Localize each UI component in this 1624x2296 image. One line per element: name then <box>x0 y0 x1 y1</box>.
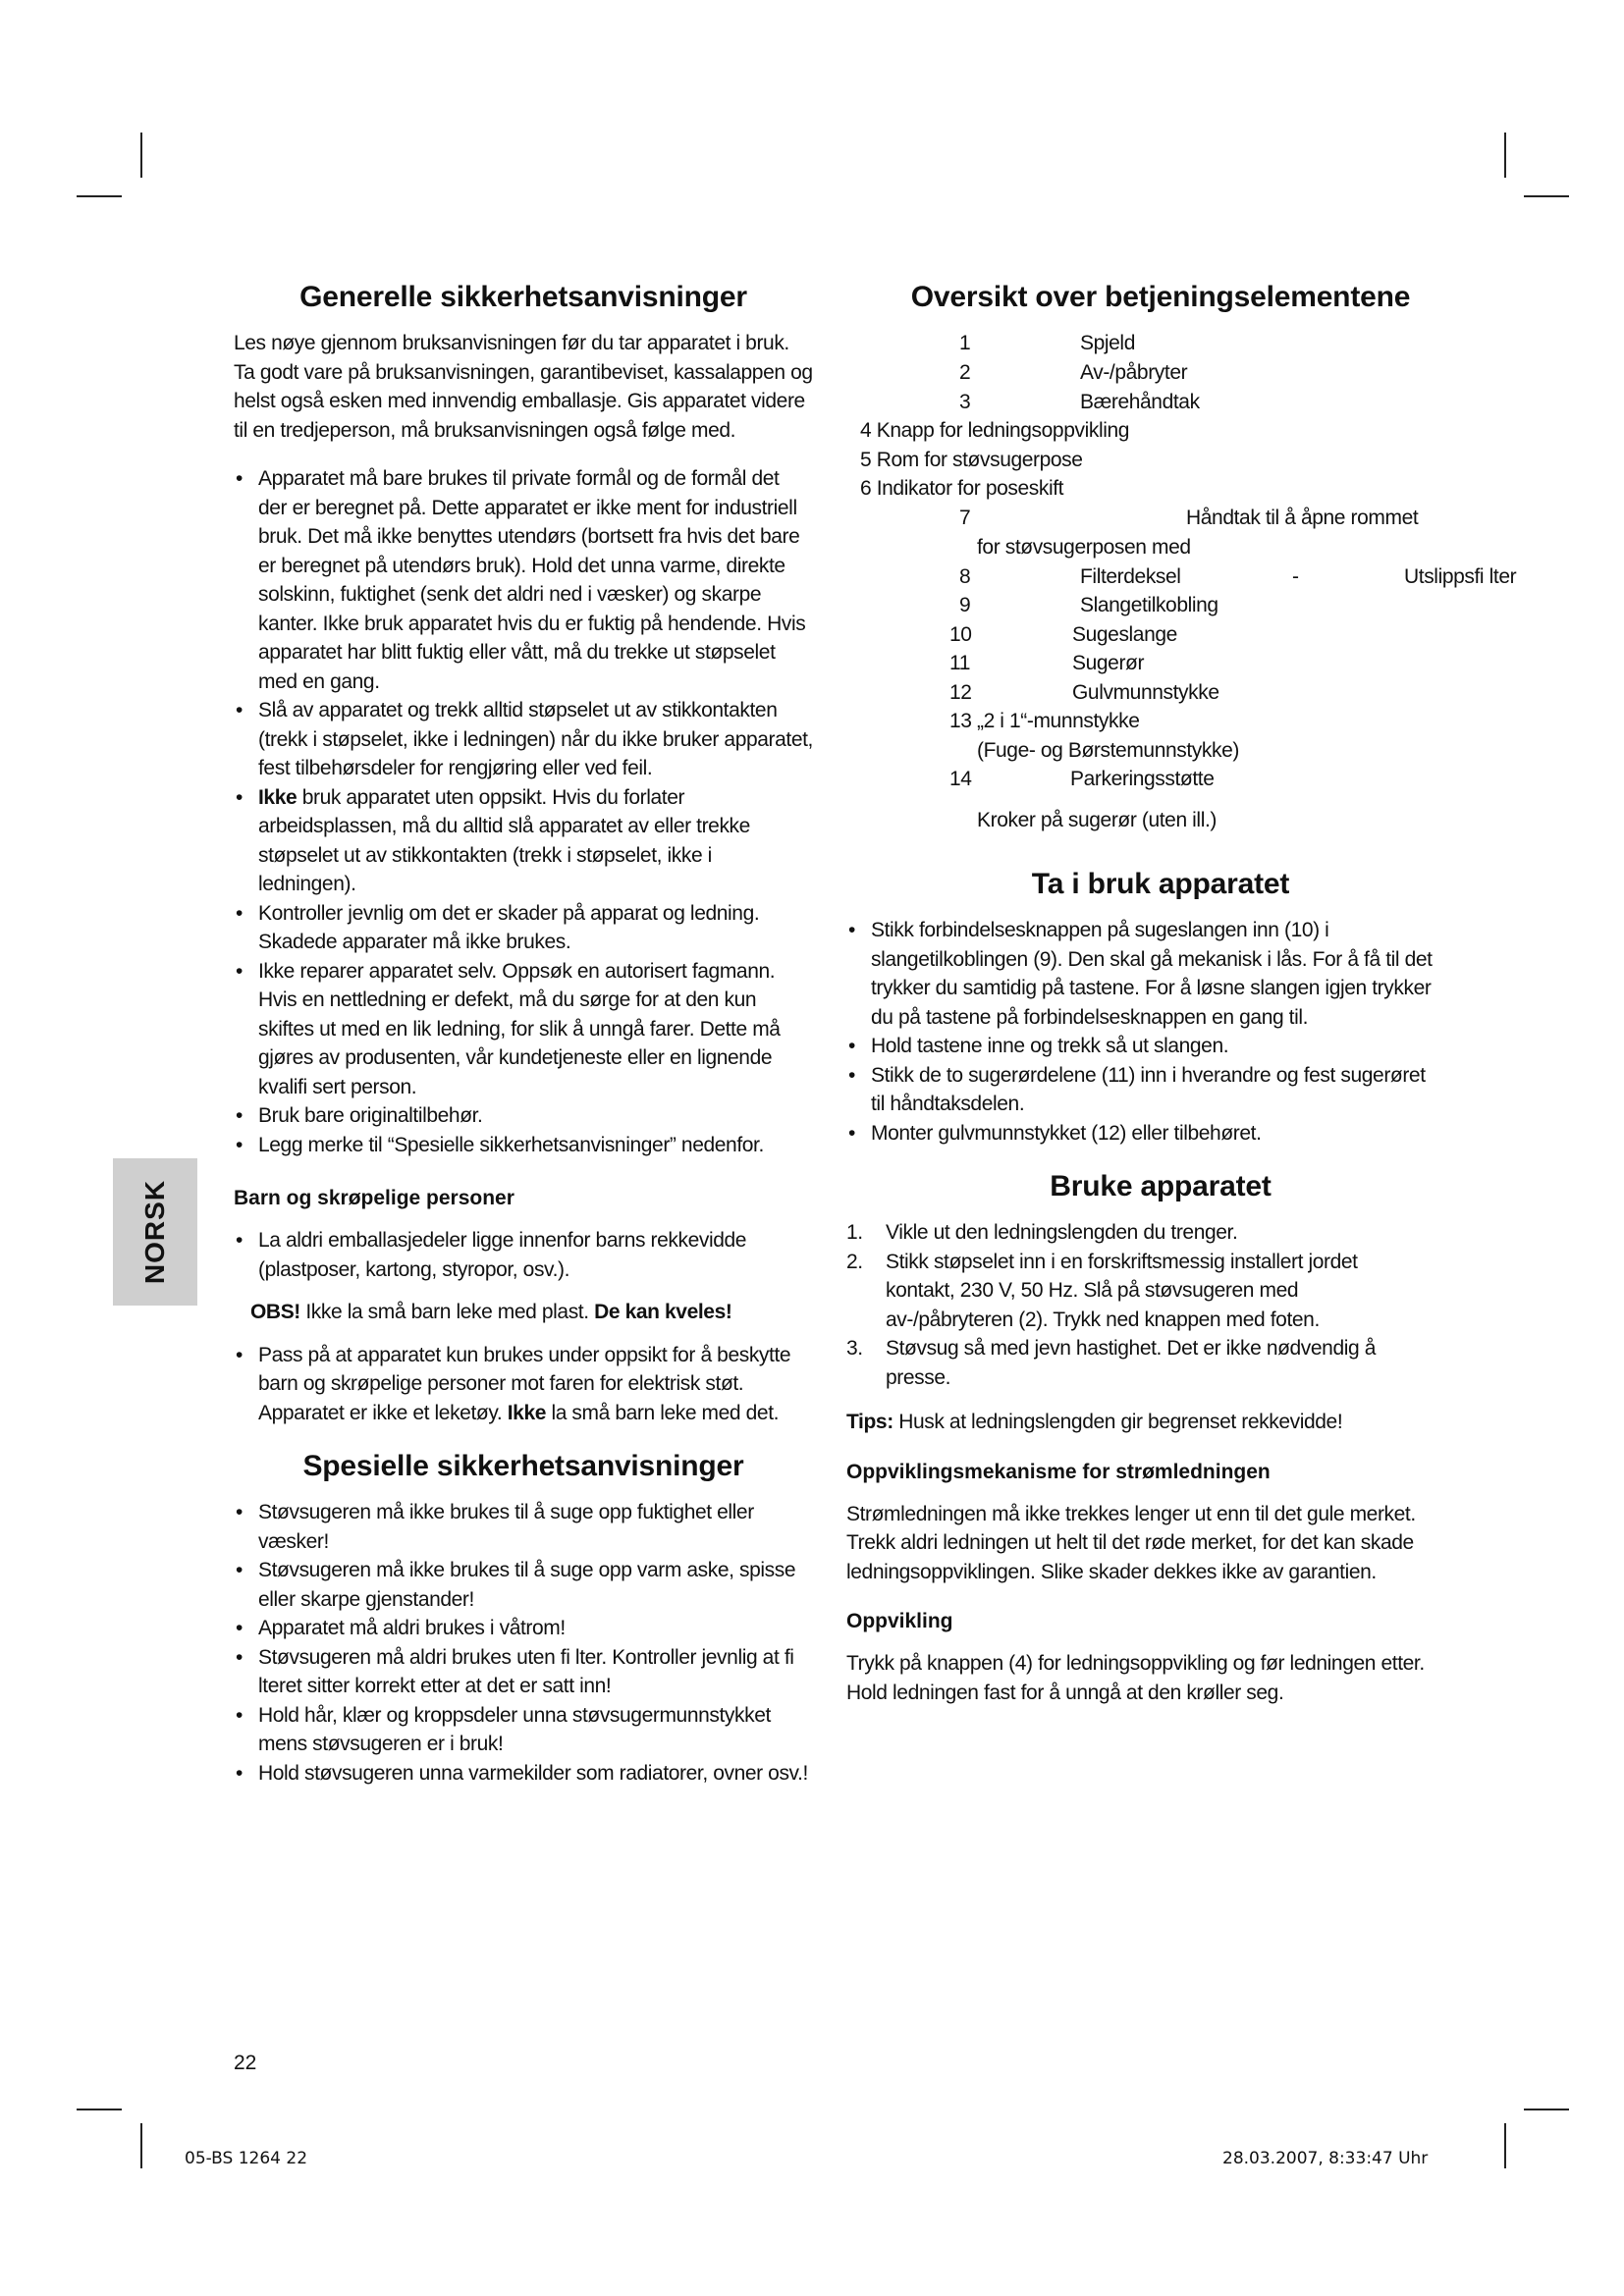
bullet-bold: Ikke <box>507 1401 547 1424</box>
item-label: Slangetilkobling <box>1080 594 1218 616</box>
start-heading: Ta i bruk apparatet <box>1031 868 1290 900</box>
obs-text: Ikke la små barn leke med plast. <box>299 1301 595 1323</box>
crop-mark <box>140 133 142 178</box>
page-number: 22 <box>234 2052 257 2074</box>
crop-mark <box>1524 195 1569 197</box>
general-safety-heading: Generelle sikkerhetsanvisninger <box>299 281 747 313</box>
item-label: Sugerør <box>1072 652 1145 674</box>
rewind-mech-text: Strømledningen må ikke trekkes lenger ut enn til det gule merket. Trekk aldri ledningen ut helt til det røde merket, for det kan skade ledningsoppviklingen. Slike skader dekkes ikke av garantien. <box>846 1502 1416 1583</box>
crop-mark <box>77 195 122 197</box>
item-dash: - <box>1292 565 1299 588</box>
list-item: • Kontroller jevnlig om det er skader på apparat og ledning. Skadede apparater må ikke brukes. <box>234 899 813 957</box>
item-label: Filterdeksel <box>1080 565 1181 588</box>
crop-mark <box>1524 2109 1569 2110</box>
list-item: • Hold støvsugeren unna varmekilder som radiatorer, ovner osv.! <box>234 1759 813 1789</box>
list-item: • Legg merke til “Spesielle sikkerhetsanvisninger” nedenfor. <box>234 1131 813 1160</box>
item-line: 5 Rom for støvsugerpose <box>860 449 1083 471</box>
tips-label: Tips: <box>846 1411 893 1433</box>
crop-mark <box>1504 2123 1506 2168</box>
list-item: • Stikk de to sugerørdelene (11) inn i hverandre og fest sugerøret til håndtaksdelen. <box>846 1061 1435 1119</box>
children-heading: Barn og skrøpelige personer <box>234 1187 514 1209</box>
tips-line <box>846 1408 1526 1437</box>
item-number: 14 <box>949 768 972 790</box>
rewind-mech-heading: Oppviklingsmekanisme for strømledningen <box>846 1460 1271 1483</box>
item-label: Spjeld <box>1080 332 1135 354</box>
language-tab <box>113 1158 197 1306</box>
step-text: Støvsug så med jevn hastighet. Det er ikke nødvendig å presse. <box>886 1337 1377 1389</box>
list-item: • Bruk bare originaltilbehør. <box>234 1101 813 1131</box>
item-number: 8 <box>959 565 971 588</box>
general-intro: Les nøye gjennom bruksanvisningen før du tar apparatet i bruk. Ta godt vare på bruksanvisningen, garantibeviset, kassalappen og helst også esken med innvendig emballasje. Gis apparatet videre til en tredjeperson, må bruksanvisningen også følge med. <box>234 332 813 442</box>
list-item: • Støvsugeren må aldri brukes uten fi lter. Kontroller jevnlig at fi lteret sitter korrekt etter at det er satt inn! <box>234 1643 813 1701</box>
children-bullets-2 <box>234 1341 813 1428</box>
step-number: 2. <box>846 1250 863 1273</box>
item-line: 13 „2 i 1“-munnstykke <box>949 710 1140 732</box>
item-number: 12 <box>949 681 972 704</box>
item-number: 2 <box>959 361 971 384</box>
ikke-rest: bruk apparatet uten oppsikt. Hvis du forlater arbeidsplassen, må du alltid slå apparatet av eller trekke støpselet ut av stikkontakten (trekk i støpselet, ikke i ledningen). <box>258 785 750 895</box>
list-item: • Hold tastene inne og trekk så ut slangen. <box>846 1032 1435 1061</box>
item-label: Av-/påbryter <box>1080 361 1188 384</box>
list-item: • Stikk forbindelsesknappen på sugeslangen inn (10) i slangetilkoblingen (9). Den skal gå mekanisk i lås. For å få til det trykker du samtidig på tastene. For å løsne slangen igjen trykker du på tastene på forbindelsesknappen en gang til. <box>846 916 1435 1032</box>
right-column <box>846 280 1526 1707</box>
crop-mark <box>140 2123 142 2168</box>
list-item: • Hold hår, klær og kroppsdeler unna støvsugermunnstykket mens støvsugeren er i bruk! <box>234 1701 813 1759</box>
step-text: Stikk støpselet inn i en forskriftsmessig installert jordet kontakt, 230 V, 50 Hz. Slå på støvsugeren med av-/påbryteren (2). Trykk ned knappen med foten. <box>886 1250 1358 1331</box>
left-column <box>234 280 813 1788</box>
step-number: 1. <box>846 1221 863 1244</box>
overview-list <box>846 329 1526 859</box>
list-item: • Ikke reparer apparatet selv. Oppsøk en autorisert fagmann. Hvis en nettledning er defekt, må du sørge for at den kun skiftes ut med en lik ledning, for slik å unngå farer. Dette må gjøres av produsenten, vår kundetjeneste eller en lignende kvalifi sert person. <box>234 957 813 1102</box>
list-item: • Støvsugeren må ikke brukes til å suge opp varm aske, spisse eller skarpe gjenstander! <box>234 1556 813 1614</box>
obs-bold: De kan kveles! <box>594 1301 732 1323</box>
item-line: 6 Indikator for poseskift <box>860 477 1064 500</box>
item-number: 7 <box>959 507 971 529</box>
step-number: 3. <box>846 1337 863 1360</box>
list-item <box>846 1334 1430 1392</box>
item-number: 10 <box>949 623 972 646</box>
bullet-text: la små barn leke med det. <box>546 1401 780 1424</box>
footer-left: 05-BS 1264 22 <box>185 2149 308 2168</box>
rewind-text: Trykk på knappen (4) for ledningsoppvikling og før ledningen etter. Hold ledningen fast for å unngå at den krøller seg. <box>846 1652 1425 1704</box>
item-label: Håndtak til å åpne rommet <box>1186 507 1419 529</box>
list-item: • Monter gulvmunnstykket (12) eller tilbehøret. <box>846 1119 1435 1148</box>
use-heading: Bruke apparatet <box>1050 1170 1272 1202</box>
item-label: Sugeslange <box>1072 623 1177 646</box>
list-item <box>234 1341 813 1428</box>
list-item: • Støvsugeren må ikke brukes til å suge opp fuktighet eller væsker! <box>234 1498 813 1556</box>
special-safety-heading: Spesielle sikkerhetsanvisninger <box>302 1450 744 1482</box>
list-item: • Apparatet må bare brukes til private formål og de formål det der er beregnet på. Dette apparatet er ikke ment for industriell bruk. Det må ikke benyttes utendørs (bortsett fra hvis det bare er beregnet på utendørs bruk). Hold det unna varme, direkte solskinn, fuktighet (senk det aldri ned i væsker) og skarpe kanter. Ikke bruk apparatet hvis du er fuktig på hendende. Hvis apparatet har blitt fuktig eller vått, må du trekke ut støpselet med en gang. <box>234 464 813 696</box>
language-tab-label: NORSK <box>139 1179 170 1285</box>
item-line: 4 Knapp for ledningsoppvikling <box>860 419 1130 442</box>
crop-mark <box>1504 133 1506 178</box>
item-label: Parkeringsstøtte <box>1070 768 1215 790</box>
overview-heading: Oversikt over betjeningselementene <box>910 281 1411 313</box>
item-number: 9 <box>959 594 971 616</box>
obs-note <box>250 1298 813 1327</box>
bullet-text: Pass på at apparatet kun brukes under oppsikt for å beskytte barn og skrøpelige personer mot faren for elektrisk støt. Apparatet er ikke et leketøy. <box>258 1343 791 1424</box>
children-bullets <box>234 1226 813 1284</box>
obs-label: OBS! <box>250 1301 300 1323</box>
item-number: 1 <box>959 332 971 354</box>
start-bullets <box>846 916 1435 1148</box>
item-number: 11 <box>949 652 970 674</box>
special-bullets <box>234 1498 813 1788</box>
ikke-bold: Ikke <box>258 785 298 809</box>
rewind-heading: Oppvikling <box>846 1610 953 1632</box>
item-label: (Fuge- og Børstemunnstykke) <box>977 739 1239 762</box>
use-steps <box>846 1218 1430 1392</box>
list-item: • La aldri emballasjedeler ligge innenfor barns rekkevidde (plastposer, kartong, styropor, osv.). <box>234 1226 813 1284</box>
list-item <box>846 1218 1430 1248</box>
item-label: Gulvmunnstykke <box>1072 681 1219 704</box>
item-label: Utslippsfi lter <box>1404 565 1517 588</box>
list-item <box>234 783 813 899</box>
tips-text: Husk at ledningslengden gir begrenset rekkevidde! <box>893 1411 1343 1433</box>
crop-mark <box>77 2109 122 2110</box>
list-item: • Slå av apparatet og trekk alltid støpselet ut av stikkontakten (trekk i støpselet, ikke i ledningen) når du ikke bruker apparatet, fest tilbehørsdeler for rengjøring eller ved feil. <box>234 696 813 783</box>
item-number: 3 <box>959 391 971 413</box>
item-label: Kroker på sugerør (uten ill.) <box>977 809 1217 831</box>
list-item <box>846 1248 1430 1335</box>
item-label: for støvsugerposen med <box>977 536 1191 559</box>
general-bullets <box>234 464 813 1159</box>
list-item: • Apparatet må aldri brukes i våtrom! <box>234 1614 813 1643</box>
item-label: Bærehåndtak <box>1080 391 1200 413</box>
step-text: Vikle ut den ledningslengden du trenger. <box>886 1221 1238 1244</box>
footer-right: 28.03.2007, 8:33:47 Uhr <box>1222 2149 1429 2168</box>
